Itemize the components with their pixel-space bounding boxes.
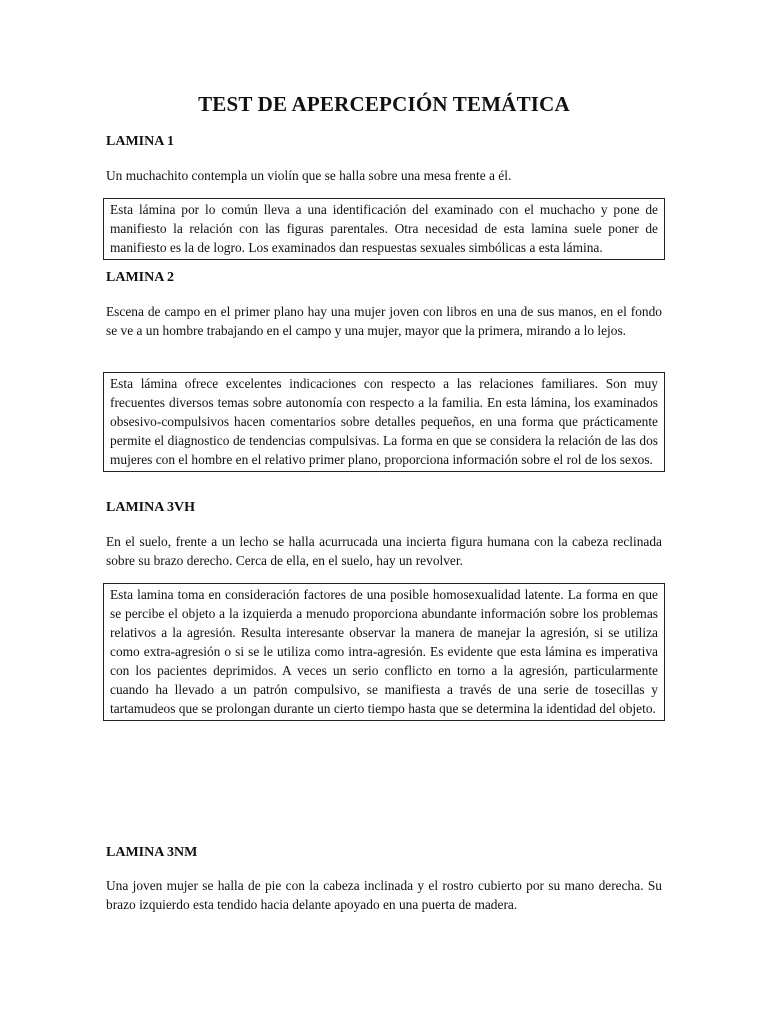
section-description-lamina-1: Un muchachito contempla un violín que se halla sobre una mesa frente a él. [106,168,512,183]
interpretation-box-lamina-2: Esta lámina ofrece excelentes indicaciones con respecto a las relaciones familiares. Son muy frecuentes diversos temas sobre autonomía con respecto a la familia. En esta lámina, los examinados obsesivo-compulsivos hacen comentarios sobre detalles pequeños, en una forma que prácticamente permite el diagnostico de tendencias compulsivas. La forma en que se considera la relación de las dos mujeres con el hombre en el relativo primer plano, proporciona información sobre el rol de los sexos. [103,372,665,472]
section-heading-lamina-3nm: LAMINA 3NM [106,845,198,860]
section-heading-lamina-1: LAMINA 1 [106,134,175,149]
section-heading-lamina-2: LAMINA 2 [106,270,175,285]
section-description-lamina-3vh: En el suelo, frente a un lecho se halla acurrucada una incierta figura humana con la cabeza reclinada sobre su brazo derecho. Cerca de ella, en el suelo, hay un revolver. [106,534,662,568]
section-description-lamina-2: Escena de campo en el primer plano hay una mujer joven con libros en una de sus manos, en el fondo se ve a un hombre trabajando en el campo y una mujer, mayor que la primera, mirando a lo lejos. [106,304,662,338]
interpretation-box-lamina-3vh: Esta lamina toma en consideración factores de una posible homosexualidad latente. La forma en que se percibe el objeto a la izquierda a menudo proporciona abundante información sobre los problemas relativos a la agresión. Resulta interesante observar la manera de manejar la agresión, si se utiliza como extra-agresión o si se le utiliza como intra-agresión. Es evidente que esta lámina es imperativa con los pacientes deprimidos. A veces un serio conflicto en torno a la agresión, particularmente cuando ha llevado a un patrón compulsivo, se manifiesta a través de una serie de tosecillas y tartamudeos que se prolongan durante un cierto tiempo hasta que se determina la identidad del objeto. [103,583,665,721]
section-description-lamina-3nm: Una joven mujer se halla de pie con la cabeza inclinada y el rostro cubierto por su mano derecha. Su brazo izquierdo esta tendido hacia delante apoyado en una puerta de madera. [106,878,662,912]
interpretation-box-lamina-1: Esta lámina por lo común lleva a una identificación del examinado con el muchacho y pone de manifiesto la relación con las figuras parentales. Otra necesidad de esta lamina suele poner de manifiesto es la de logro. Los examinados dan respuestas sexuales simbólicas a esta lámina. [103,198,665,260]
document-title: TEST DE APERCEPCIÓN TEMÁTICA [198,92,570,116]
section-heading-lamina-3vh: LAMINA 3VH [106,500,196,515]
